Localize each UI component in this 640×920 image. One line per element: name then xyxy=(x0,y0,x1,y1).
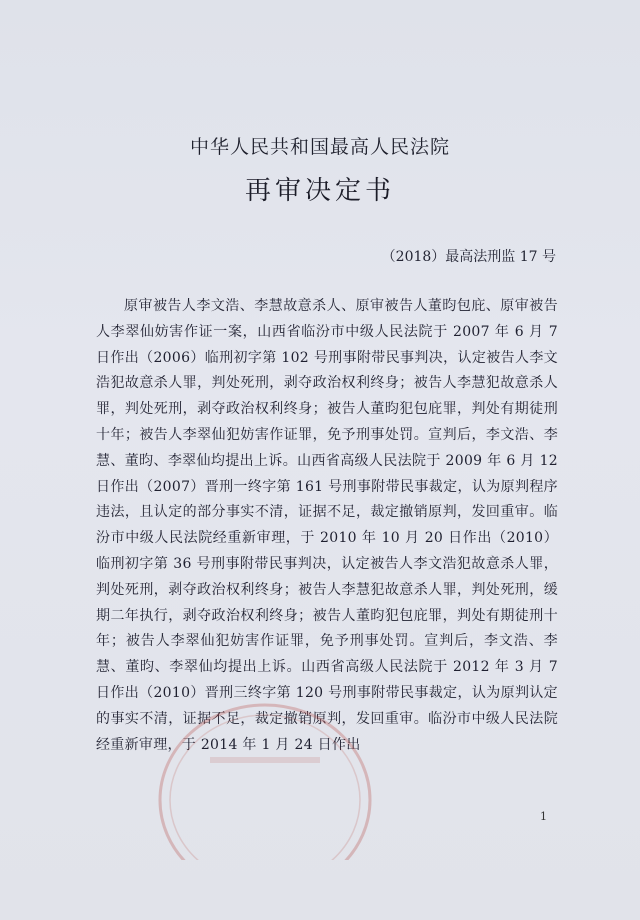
court-name-heading: 中华人民共和国最高人民法院 xyxy=(189,136,450,158)
case-number: （2018）最高法刑监 17 号 xyxy=(381,249,556,265)
body-paragraph: 原审被告人李文浩、李慧故意杀人、原审被告人董昀包庇、原审被告人李翠仙妨害作证一案，山西省临汾市中级人民法院于 2007 年 6 月 7 日作出（2006）临刑初字第 102 号刑事附带民事判决，认定被告人李文浩犯故意杀人罪，判处死刑，剥夺政治权利终身；被告人李慧犯故意杀人罪，判处死刑，剥夺政治权利终身；被告人董昀犯包庇罪，判处有期徒刑十年；被告人李翠仙犯妨害作证罪，免予刑事处罚。宣判后，李文浩、李慧、董昀、李翠仙均提出上诉。山西省高级人民法院于 2009 年 6 月 12 日作出（2007）晋刑一终字第 161 号刑事附带民事裁定，认为原判程序违法，且认定的部分事实不清，证据不足，裁定撤销原判，发回重审。临汾市中级人民法院经重新审理，于 2010 年 10 月 20 日作出（2010）临刑初字第 36 号刑事附带民事判决，认定被告人李文浩犯故意杀人罪，判处死刑，剥夺政治权利终身；被告人李慧犯故意杀人罪，判处死刑，缓期二年执行，剥夺政治权利终身；被告人董昀犯包庇罪，判处有期徒刑十年；被告人李翠仙犯妨害作证罪，免予刑事处罚。宣判后，李文浩、李慧、董昀、李翠仙均提出上诉。山西省高级人民法院于 2012 年 3 月 7 日作出（2010）晋刑三终字第 120 号刑事附带民事裁定，认为原判认定的事实不清，证据不足，裁定撤销原判，发回重审。临汾市中级人民法院经重新审理，于 2014 年 1 月 24 日作出 xyxy=(96,298,558,753)
document-title: 再审决定书 xyxy=(244,176,395,206)
page-number: 1 xyxy=(540,810,547,823)
